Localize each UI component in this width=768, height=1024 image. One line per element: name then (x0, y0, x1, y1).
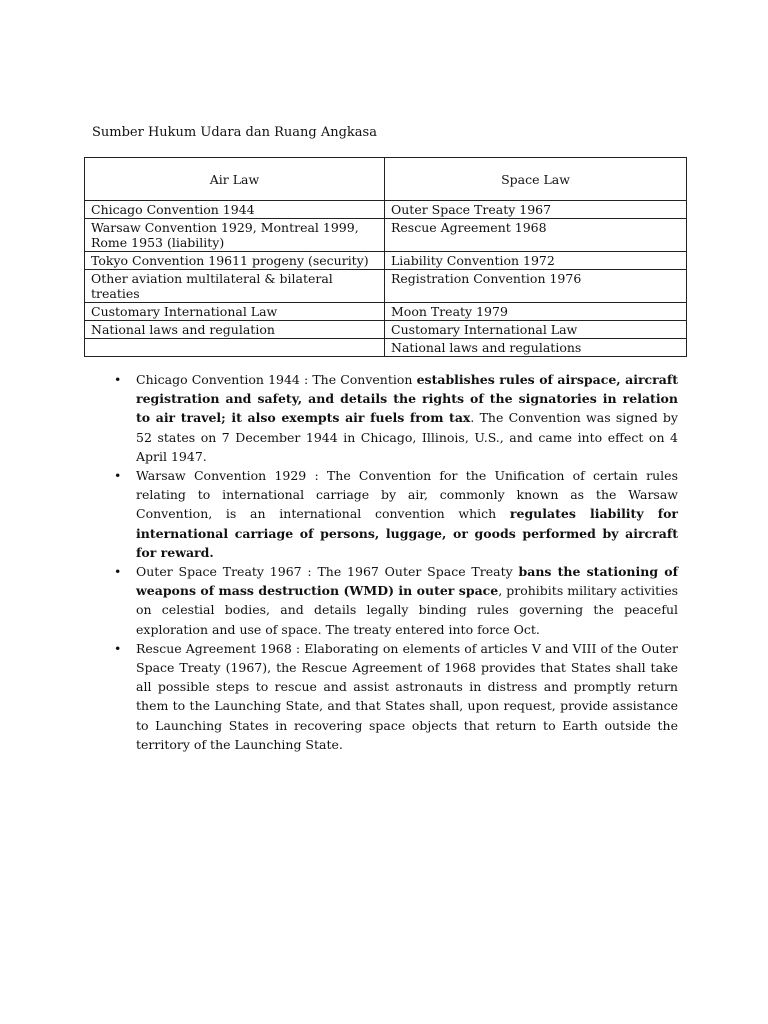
page-title: Sumber Hukum Udara dan Ruang Angkasa (92, 125, 377, 140)
air-law-cell: Other aviation multilateral & bilateral treaties (85, 270, 385, 303)
note-text: Outer Space Treaty 1967 : The 1967 Outer Space Treaty (136, 564, 519, 580)
space-law-cell: Customary International Law (385, 321, 687, 339)
list-item (114, 562, 678, 639)
list-item (114, 639, 678, 754)
note-text: Warsaw Convention 1929 : The Convention for the Unification of certain rules relating to international carriage by air, commonly known as the Warsaw Convention, is an international convention which (136, 468, 678, 522)
space-law-cell: Liability Convention 1972 (385, 252, 687, 270)
column-header-space-law: Space Law (385, 158, 687, 201)
space-law-cell: Registration Convention 1976 (385, 270, 687, 303)
note-text: the Rescue Agreement of 1968 provides that States shall take all possible steps to rescue and assist astronauts in distress and promptly return them to the Launching State, and that States shall, upon request, provide assistance to Launching States in recovering space objects that return to Earth outside the territory of the Launching State. (136, 660, 679, 752)
space-law-cell: Outer Space Treaty 1967 (385, 201, 687, 219)
bullet-icon: • (114, 640, 122, 656)
air-law-cell: Warsaw Convention 1929, Montreal 1999, Rome 1953 (liability) (85, 219, 385, 252)
list-item (114, 370, 678, 466)
table-row (85, 252, 687, 270)
note-text: , prohibits military activities on celestial bodies, and details legally binding rules governing the peaceful exploration and use of space. The treaty entered into force Oct. (136, 583, 679, 637)
note-emphasis: establishes rules of airspace, aircraft registration and safety, and details the rights of the signatories in relation to air travel; it also exempts air fuels from tax (136, 372, 678, 426)
air-law-cell (85, 339, 385, 357)
table-row (85, 270, 687, 303)
space-law-cell: Moon Treaty 1979 (385, 303, 687, 321)
table-row (85, 201, 687, 219)
air-law-cell: Tokyo Convention 19611 progeny (security) (85, 252, 385, 270)
law-sources-table (84, 157, 687, 357)
space-law-cell: National laws and regulations (385, 339, 687, 357)
table-row (85, 321, 687, 339)
table-row (85, 219, 687, 252)
column-header-air-law: Air Law (85, 158, 385, 201)
bullet-icon: • (114, 468, 122, 484)
air-law-cell: Customary International Law (85, 303, 385, 321)
note-text: Chicago Convention 1944 : The Convention (136, 372, 417, 387)
air-law-cell: Chicago Convention 1944 (85, 201, 385, 219)
table-header-row (85, 158, 687, 201)
table-row (85, 339, 687, 357)
bullet-icon: • (114, 564, 122, 580)
list-item (114, 466, 678, 562)
table-row (85, 303, 687, 321)
note-emphasis: regulates liability for international carriage of persons, luggage, or goods performed by aircraft for reward. (136, 506, 678, 560)
notes-list (114, 370, 678, 754)
bullet-icon: • (114, 372, 122, 387)
air-law-cell: National laws and regulation (85, 321, 385, 339)
note-text: . The Convention was signed by 52 states on 7 December 1944 in Chicago, Illinois, U.S., and came into effect on 4 April 1947. (136, 410, 678, 464)
note-text: Rescue Agreement 1968 : Elaborating on elements of articles V and VIII of the Outer Space Treaty (1967), (136, 640, 678, 676)
space-law-cell: Rescue Agreement 1968 (385, 219, 687, 252)
note-emphasis: bans the stationing of weapons of mass destruction (WMD) in outer space (136, 564, 678, 599)
